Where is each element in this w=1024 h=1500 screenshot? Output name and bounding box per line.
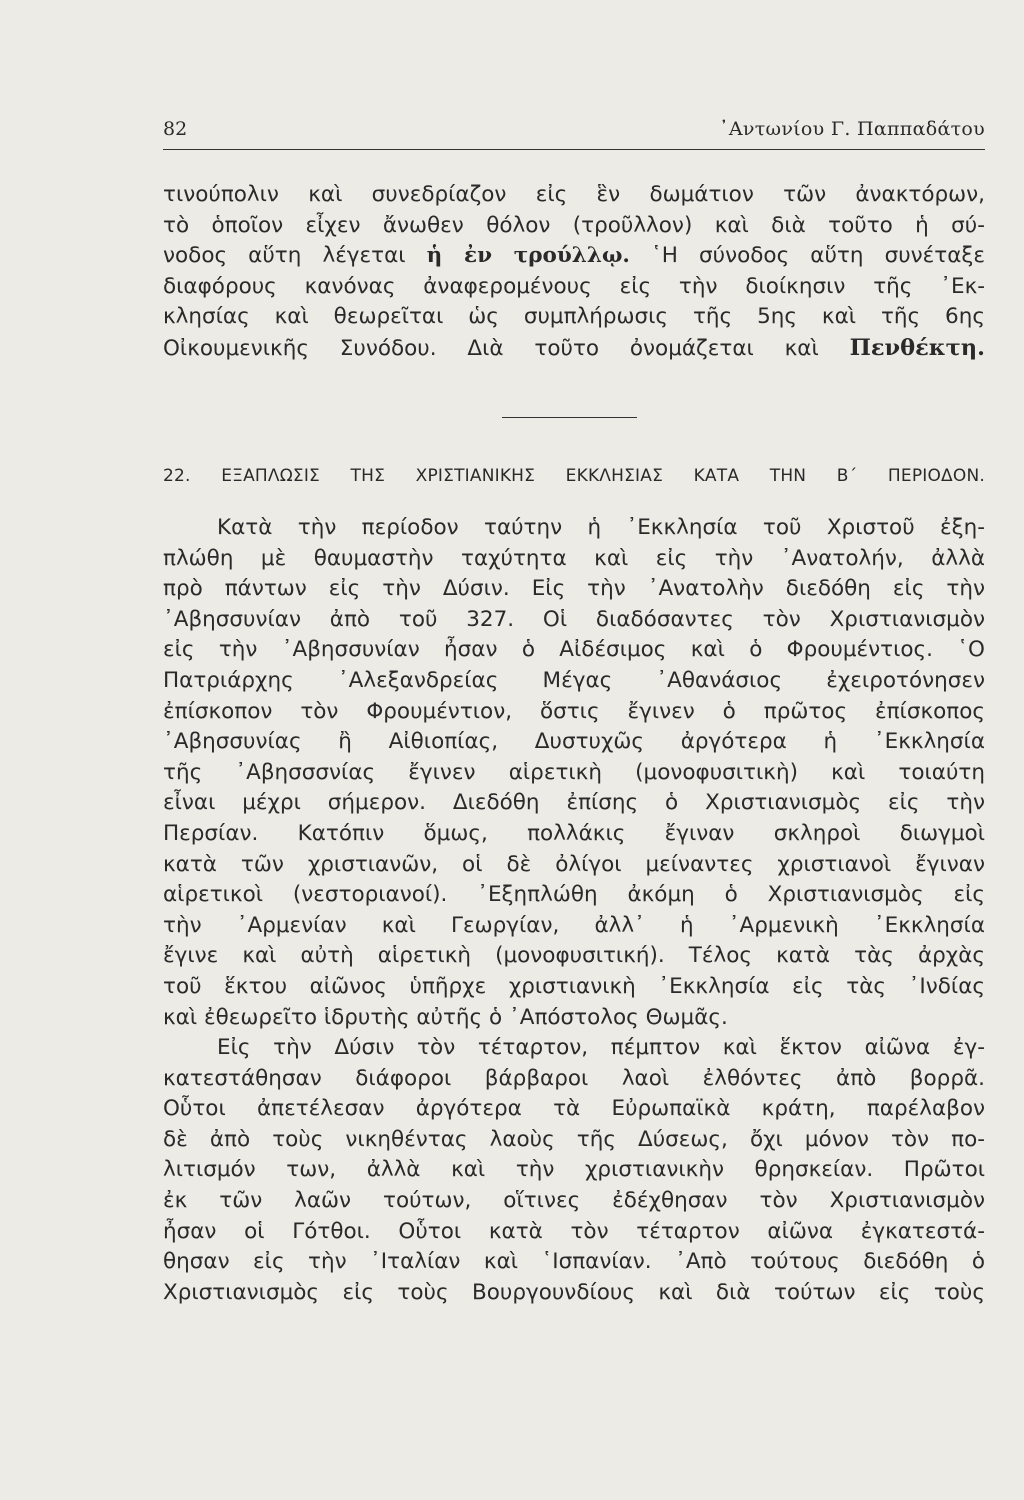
text-line: διαφόρους κανόνας ἀναφερομένους εἰς τὴν διοίκησιν τῆς ᾿Εκ-: [163, 273, 985, 299]
text-line: κατεστάθησαν διάφοροι βάρβαροι λαοὶ ἐλθόντες ἀπὸ βορρᾶ.: [163, 1065, 985, 1091]
header-rule: [163, 149, 985, 150]
text-line: ἔγινε καὶ αὐτὴ αἱρετικὴ (μονοφυσιτική). Τέλος κατὰ τὰς ἀρχὰς: [163, 943, 985, 969]
text-line: τῆς ᾿Αβησσσνίας ἔγινεν αἱρετικὴ (μονοφυσιτικὴ) καὶ τοιαύτη: [163, 759, 985, 785]
text-line: πλώθη μὲ θαυμαστὴν ταχύτητα καὶ εἰς τὴν ᾿Ανατολήν, ἀλλὰ: [163, 545, 985, 571]
page-number: 82: [163, 118, 188, 140]
text-line: τοῦ ἕκτου αἰῶνος ὑπῆρχε χριστιανικὴ ᾿Εκκλησία εἰς τὰς ᾿Ινδίας: [163, 973, 985, 999]
text-line: Πατριάρχης ᾿Αλεξανδρείας Μέγας ᾿Αθανάσιος ἐχειροτόνησεν: [163, 667, 985, 693]
text-line: καὶ ἐθεωρεῖτο ἱδρυτὴς αὐτῆς ὁ ᾿Απόστολος Θωμᾶς.: [163, 1004, 728, 1030]
text-line: ᾿Αβησσυνίας ἢ Αἰθιοπίας, Δυστυχῶς ἀργότερα ἡ ᾿Εκκλησία: [163, 729, 985, 755]
text-line: τινούπολιν καὶ συνεδρίαζον εἰς ἓν δωμάτιον τῶν ἀνακτόρων,: [163, 182, 985, 207]
text-line: κλησίας καὶ θεωρεῖται ὡς συμπλήρωσις τῆς 5ης καὶ τῆς 6ης: [163, 304, 985, 330]
text-line: τὴν ᾿Αρμενίαν καὶ Γεωργίαν, ἀλλ᾿ ἡ ᾿Αρμενικὴ ᾿Εκκλησία: [163, 912, 985, 938]
text-line: Χριστιανισμὸς εἰς τοὺς Βουργουνδίους καὶ διὰ τούτων εἰς τοὺς: [163, 1279, 985, 1305]
text-line: Οὗτοι ἀπετέλεσαν ἀργότερα τὰ Εὐρωπαϊκὰ κράτη, παρέλαβον: [163, 1096, 985, 1122]
text-line: λιτισμόν των, ἀλλὰ καὶ τὴν χριστιανικὴν θρησκείαν. Πρῶτοι: [163, 1157, 985, 1183]
page-header: [163, 118, 985, 148]
text-line: ἐκ τῶν λαῶν τούτων, οἵτινες ἐδέχθησαν τὸν Χριστιανισμὸν: [163, 1188, 985, 1214]
text-line: θησαν εἰς τὴν ᾿Ιταλίαν καὶ ῾Ισπανίαν. ᾿Απὸ τούτους διεδόθη ὁ: [163, 1249, 985, 1275]
text-line: ᾿Αβησσυνίαν ἀπὸ τοῦ 327. Οἱ διαδόσαντες τὸν Χριστιανισμὸν: [163, 606, 985, 632]
text-line: Περσίαν. Κατόπιν ὅμως, πολλάκις ἔγιναν σκληροὶ διωγμοὶ: [163, 820, 985, 846]
text-line: ἦσαν οἱ Γότθοι. Οὗτοι κατὰ τὸν τέταρτον αἰῶνα ἐγκατεστά-: [163, 1218, 985, 1244]
emphasis-text: Πενθέκτη.: [849, 334, 985, 361]
text-run: ῾Η σύνοδος αὕτη συνέταξε: [651, 243, 986, 269]
text-line: [163, 333, 985, 364]
text-line: Κατὰ τὴν περίοδον ταύτην ἡ ᾿Εκκλησία τοῦ Χριστοῦ ἐξη-: [217, 515, 985, 540]
text-run: Οἰκουμενικῆς Συνόδου. Διὰ τοῦτο ὀνομάζεται καὶ: [163, 335, 819, 361]
text-line: αἱρετικοὶ (νεστοριανοί). ᾿Εξηπλώθη ἀκόμη ὁ Χριστιανισμὸς εἰς: [163, 882, 985, 908]
text-line: κατὰ τῶν χριστιανῶν, οἱ δὲ ὀλίγοι μείναντες χριστιανοὶ ἔγιναν: [163, 851, 985, 877]
text-line: [163, 241, 985, 272]
text-line: ἐπίσκοπον τὸν Φρουμέντιον, ὅστις ἔγινεν ὁ πρῶτος ἐπίσκοπος: [163, 698, 985, 724]
text-line: τὸ ὁποῖον εἶχεν ἄνωθεν θόλον (τροῦλλον) καὶ διὰ τοῦτο ἡ σύ-: [163, 212, 985, 238]
section-divider: [502, 417, 637, 418]
text-line: δὲ ἀπὸ τοὺς νικηθέντας λαοὺς τῆς Δύσεως, ὄχι μόνον τὸν πο-: [163, 1126, 985, 1152]
emphasis-text: ἡ ἐν τρούλλῳ.: [426, 243, 630, 269]
paragraph-1: [163, 180, 985, 364]
section-heading: 22. ΕΞΑΠΛΩΣΙΣ ΤΗΣ ΧΡΙΣΤΙΑΝΙΚΗΣ ΕΚΚΛΗΣΙΑΣ ΚΑΤΑ ΤΗΝ Β΄ ΠΕΡΙΟΔΟΝ.: [163, 466, 985, 486]
text-line: Εἰς τὴν Δύσιν τὸν τέταρτον, πέμπτον καὶ ἕκτον αἰῶνα ἐγ-: [217, 1035, 985, 1061]
text-line: εἶναι μέχρι σήμερον. Διεδόθη ἐπίσης ὁ Χριστιανισμὸς εἰς τὴν: [163, 790, 985, 816]
text-line: εἰς τὴν ᾿Αβησσυνίαν ἦσαν ὁ Αἰδέσιμος καὶ ὁ Φρουμέντιος. ῾Ο: [163, 637, 985, 663]
running-head: ᾿Αντωνίου Γ. Παππαδάτου: [719, 118, 985, 140]
text-run: νοδος αὕτη λέγεται: [163, 243, 406, 269]
text-line: πρὸ πάντων εἰς τὴν Δύσιν. Εἰς τὴν ᾿Ανατολὴν διεδόθη εἰς τὴν: [163, 576, 985, 602]
paragraph-2: [163, 513, 985, 1308]
